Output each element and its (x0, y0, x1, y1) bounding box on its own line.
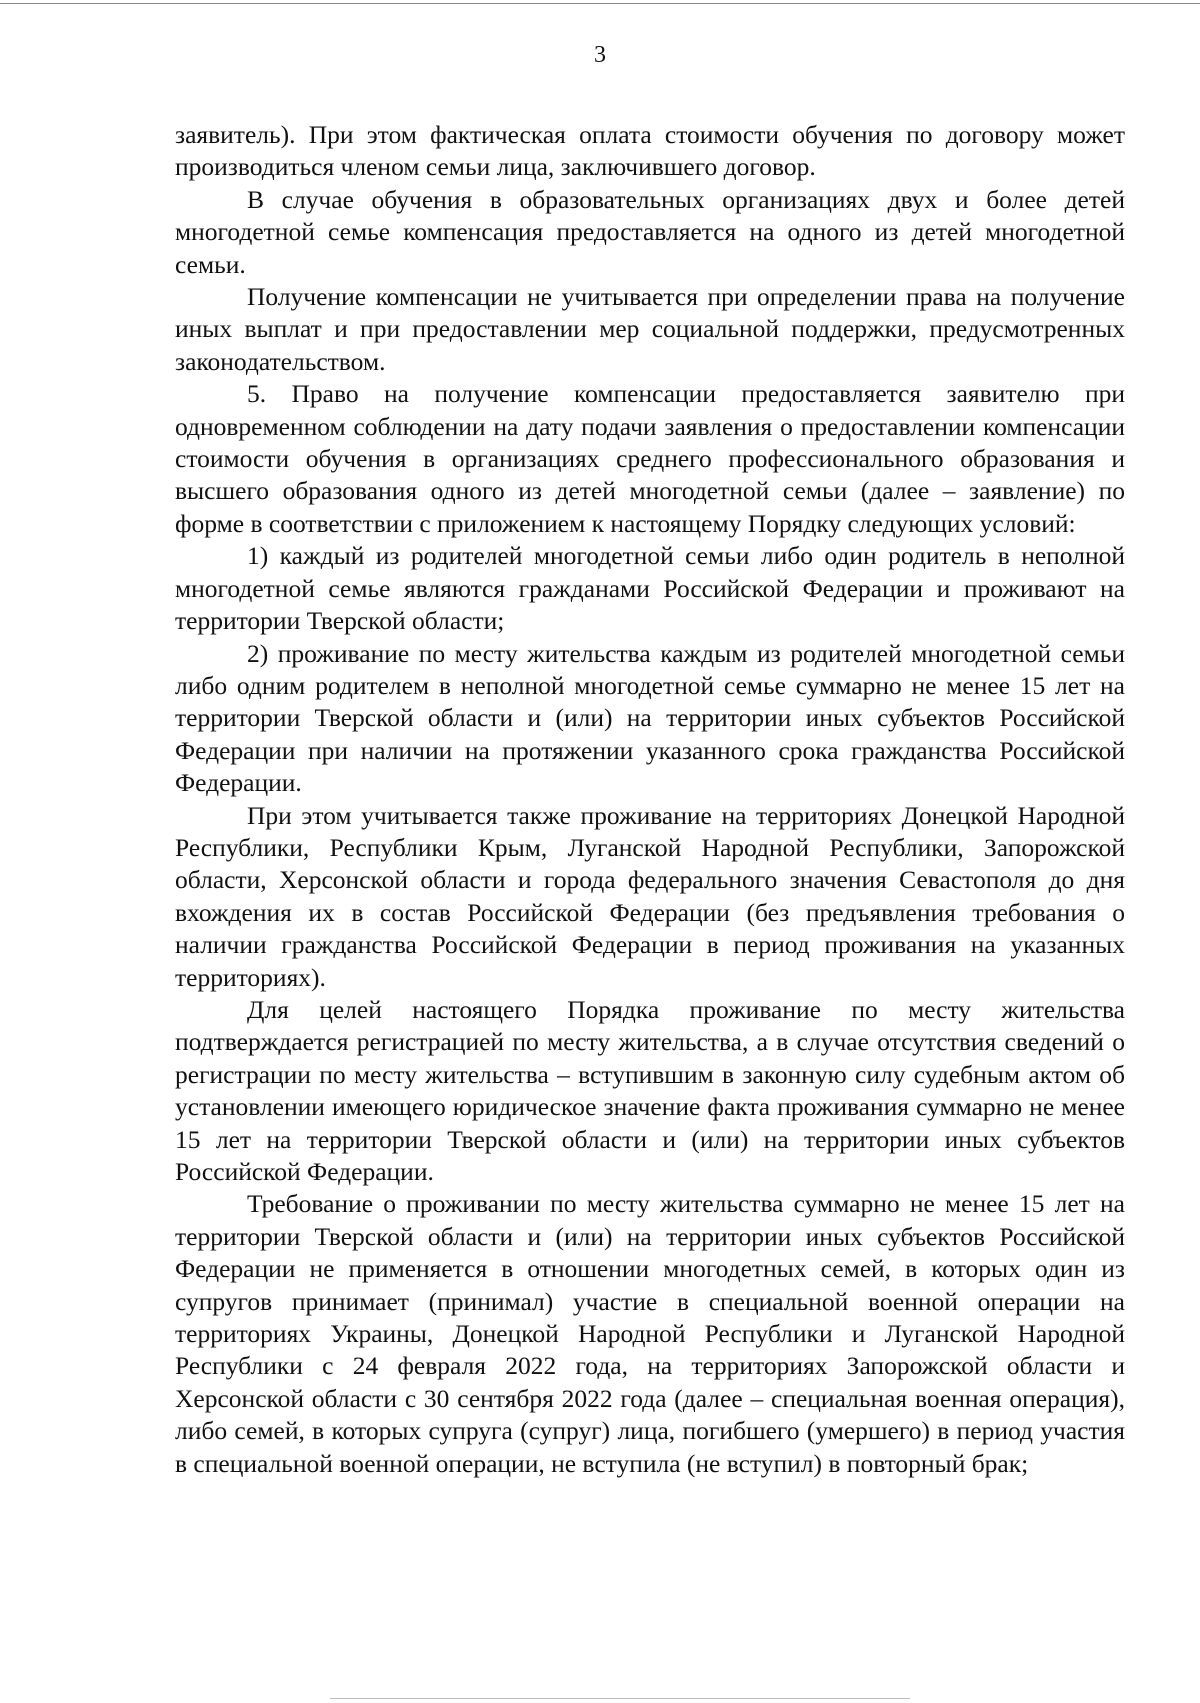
paragraph-territories: При этом учитывается также проживание на территориях Донецкой Народной Республики, Республики Крым, Луганской Народной Республики, Запорожской области, Херсонской области и города федерального значения Севастополя до дня вхождения их в состав Российской Федерации (без предъявления требования о наличии гражданства Российской Федерации в период проживания на указанных территориях). (175, 800, 1125, 992)
scan-edge-bottom (330, 1698, 910, 1699)
paragraph-multiple-children: В случае обучения в образовательных организациях двух и более детей многодетной семье компенсация предоставляется на одного из детей многодетной семьи. (175, 184, 1125, 279)
paragraph-residence-confirmation: Для целей настоящего Порядка проживание по месту жительства подтверждается регистрацией по месту жительства, а в случае отсутствия сведений о регистрации по месту жительства – вступившим в законную силу судебным актом об установлении имеющего юридическое значение факта проживания суммарно не менее 15 лет на территории Тверской области и (или) на территории иных субъектов Российской Федерации. (175, 994, 1125, 1186)
document-body (175, 119, 1125, 1480)
paragraph-compensation-not-counted: Получение компенсации не учитывается при определении права на получение иных выплат и при предоставлении мер социальной поддержки, предусмотренных законодательством. (175, 282, 1125, 376)
page-number: 3 (594, 42, 606, 68)
paragraph-condition-1: 1) каждый из родителей многодетной семьи либо один родитель в неполной многодетной семье являются гражданами Российской Федерации и проживают на территории Тверской области; (175, 541, 1125, 636)
paragraph-svo-exemption: Требование о проживании по месту жительства суммарно не менее 15 лет на территории Тверской области и (или) на территории иных субъектов Российской Федерации не применяется в отношении многодетных семей, в которых один из супругов принимает (принимал) участие в специальной военной операции на территориях Украины, Донецкой Народной Республики и Луганской Народной Республики с 24 февраля 2022 года, на территориях Запорожской области и Херсонской области с 30 сентября 2022 года (далее – специальная военная операция), либо семей, в которых супруга (супруг) лица, погибшего (умершего) в период участия в специальной военной операции, не вступила (не вступил) в повторный брак; (175, 1189, 1125, 1478)
paragraph-continuation: заявитель). При этом фактическая оплата стоимости обучения по договору может производиться членом семьи лица, заключившего договор. (175, 120, 1125, 182)
scan-edge-top (0, 3, 1200, 4)
paragraph-condition-2: 2) проживание по месту жительства каждым из родителей многодетной семьи либо одним родителем в неполной многодетной семье суммарно не менее 15 лет на территории Тверской области и (или) на территории иных субъектов Российской Федерации при наличии на протяжении указанного срока гражданства Российской Федерации. (175, 638, 1125, 798)
paragraph-clause-5: 5. Право на получение компенсации предоставляется заявителю при одновременном соблюдении на дату подачи заявления о предоставлении компенсации стоимости обучения в организациях среднего профессионального образования и высшего образования одного из детей многодетной семьи (далее – заявление) по форме в соответствии с приложением к настоящему Порядку следующих условий: (175, 379, 1125, 538)
